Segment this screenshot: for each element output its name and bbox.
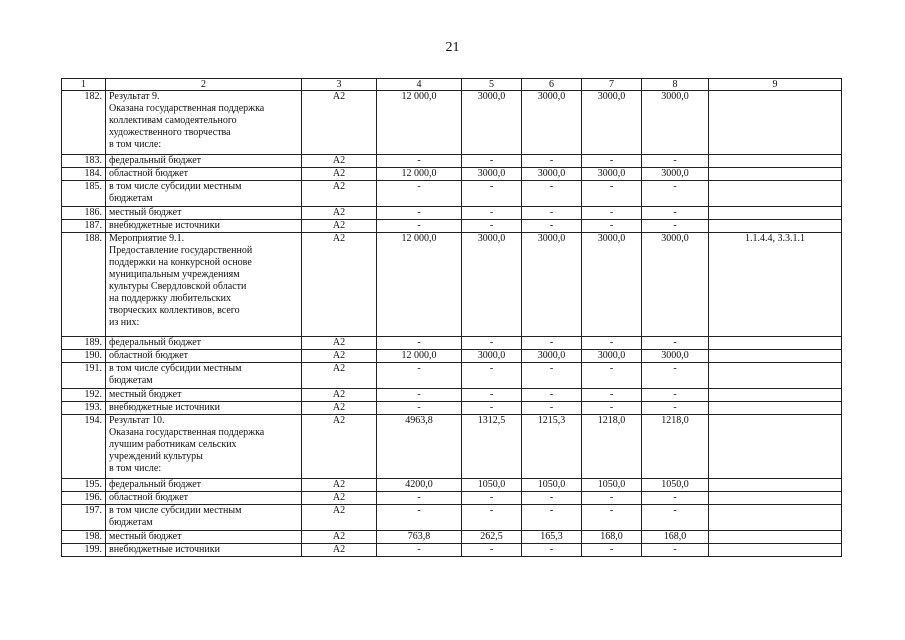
column-header: 8 (642, 79, 709, 91)
year-value-cell: - (642, 402, 709, 415)
year-value-cell: 3000,0 (642, 233, 709, 337)
year-value-cell: - (582, 220, 642, 233)
year-value-cell: - (642, 492, 709, 505)
description-cell (106, 181, 302, 207)
year-value-cell: - (462, 207, 522, 220)
total-value-cell: 12 000,0 (377, 168, 462, 181)
total-value-cell: - (377, 505, 462, 531)
description-line: внебюджетные источники (109, 220, 220, 231)
budget-table (61, 78, 842, 557)
description-line: федеральный бюджет (109, 155, 202, 166)
total-value-cell: - (377, 389, 462, 402)
code-cell: А2 (302, 220, 377, 233)
year-value-cell: 3000,0 (522, 233, 582, 337)
year-value-cell: - (462, 492, 522, 505)
row-number-cell: 199. (62, 544, 106, 557)
year-value-cell: - (522, 155, 582, 168)
row-number-cell: 184. (62, 168, 106, 181)
table-row (62, 402, 842, 415)
total-value-cell: 763,8 (377, 531, 462, 544)
row-number-cell: 182. (62, 91, 106, 155)
description-line: бюджетам (109, 375, 153, 386)
description-line: Предоставление государственной (109, 245, 253, 256)
year-value-cell: - (522, 337, 582, 350)
description-cell (106, 155, 302, 168)
row-number-cell: 190. (62, 350, 106, 363)
year-value-cell: - (642, 181, 709, 207)
year-value-cell: 3000,0 (642, 350, 709, 363)
row-number-cell: 187. (62, 220, 106, 233)
row-number-cell: 198. (62, 531, 106, 544)
year-value-cell: - (522, 505, 582, 531)
total-value-cell: - (377, 181, 462, 207)
code-cell: А2 (302, 155, 377, 168)
reference-cell (709, 479, 842, 492)
row-number-cell: 186. (62, 207, 106, 220)
year-value-cell: 165,3 (522, 531, 582, 544)
description-cell (106, 389, 302, 402)
row-number-cell: 192. (62, 389, 106, 402)
table-row (62, 363, 842, 389)
code-cell: А2 (302, 531, 377, 544)
code-cell: А2 (302, 402, 377, 415)
year-value-cell: - (462, 389, 522, 402)
year-value-cell: - (522, 492, 582, 505)
row-number-cell: 183. (62, 155, 106, 168)
column-header: 5 (462, 79, 522, 91)
table-row (62, 544, 842, 557)
table-row (62, 181, 842, 207)
code-cell: А2 (302, 233, 377, 337)
code-cell: А2 (302, 181, 377, 207)
year-value-cell: 1215,3 (522, 415, 582, 479)
table-row (62, 479, 842, 492)
description-line: в том числе: (109, 139, 162, 150)
page-number: 21 (445, 40, 460, 55)
year-value-cell: 3000,0 (582, 91, 642, 155)
description-line: Результат 10. (109, 415, 165, 426)
year-value-cell: 3000,0 (462, 233, 522, 337)
year-value-cell: 168,0 (642, 531, 709, 544)
year-value-cell: - (642, 207, 709, 220)
description-line: Мероприятие 9.1. (109, 233, 185, 244)
description-line: областной бюджет (109, 168, 189, 179)
year-value-cell: - (642, 220, 709, 233)
code-cell: А2 (302, 415, 377, 479)
description-line: внебюджетные источники (109, 544, 220, 555)
description-line: внебюджетные источники (109, 402, 220, 413)
total-value-cell: 12 000,0 (377, 91, 462, 155)
description-cell (106, 363, 302, 389)
description-line: областной бюджет (109, 350, 189, 361)
description-line: федеральный бюджет (109, 337, 202, 348)
description-line: коллективам самодеятельного (109, 115, 237, 126)
description-line: творческих коллективов, всего (109, 305, 240, 316)
code-cell: А2 (302, 363, 377, 389)
row-number-cell: 189. (62, 337, 106, 350)
reference-cell (709, 389, 842, 402)
year-value-cell: - (582, 492, 642, 505)
year-value-cell: - (582, 402, 642, 415)
row-number-cell: 197. (62, 505, 106, 531)
header-row (62, 79, 842, 91)
description-line: в том числе субсидии местным (109, 363, 242, 374)
table-row (62, 337, 842, 350)
row-number-cell: 194. (62, 415, 106, 479)
year-value-cell: - (522, 389, 582, 402)
row-number-cell: 191. (62, 363, 106, 389)
year-value-cell: - (462, 337, 522, 350)
total-value-cell: 12 000,0 (377, 350, 462, 363)
total-value-cell: - (377, 220, 462, 233)
table-row (62, 207, 842, 220)
description-cell (106, 402, 302, 415)
total-value-cell: - (377, 207, 462, 220)
column-header: 2 (106, 79, 302, 91)
year-value-cell: - (642, 337, 709, 350)
row-number-cell: 195. (62, 479, 106, 492)
description-cell (106, 350, 302, 363)
description-line: местный бюджет (109, 531, 182, 542)
total-value-cell: - (377, 337, 462, 350)
reference-cell (709, 492, 842, 505)
description-line: муниципальным учреждениям (109, 269, 240, 280)
description-line: Результат 9. (109, 91, 160, 102)
year-value-cell: 1050,0 (582, 479, 642, 492)
year-value-cell: - (642, 389, 709, 402)
year-value-cell: - (582, 544, 642, 557)
description-line: федеральный бюджет (109, 479, 202, 490)
total-value-cell: 4963,8 (377, 415, 462, 479)
reference-cell (709, 155, 842, 168)
description-line: поддержки на конкурсной основе (109, 257, 252, 268)
reference-cell: 1.1.4.4, 3.3.1.1 (709, 233, 842, 337)
table-row (62, 233, 842, 337)
description-cell (106, 544, 302, 557)
reference-cell (709, 168, 842, 181)
year-value-cell: - (462, 220, 522, 233)
reference-cell (709, 207, 842, 220)
row-number-cell: 188. (62, 233, 106, 337)
description-line: культуры Свердловской области (109, 281, 247, 292)
year-value-cell: - (642, 544, 709, 557)
year-value-cell: - (462, 155, 522, 168)
table-body (62, 91, 842, 557)
description-cell (106, 337, 302, 350)
year-value-cell: 262,5 (462, 531, 522, 544)
year-value-cell: - (582, 155, 642, 168)
year-value-cell: 3000,0 (522, 91, 582, 155)
column-header: 3 (302, 79, 377, 91)
table-row (62, 389, 842, 402)
description-cell (106, 233, 302, 337)
year-value-cell: 3000,0 (582, 350, 642, 363)
row-number-cell: 196. (62, 492, 106, 505)
total-value-cell: 12 000,0 (377, 233, 462, 337)
description-cell (106, 479, 302, 492)
code-cell: А2 (302, 389, 377, 402)
reference-cell (709, 402, 842, 415)
description-cell (106, 168, 302, 181)
year-value-cell: 1218,0 (582, 415, 642, 479)
year-value-cell: - (522, 220, 582, 233)
year-value-cell: 3000,0 (642, 168, 709, 181)
code-cell: А2 (302, 492, 377, 505)
reference-cell (709, 350, 842, 363)
column-header: 7 (582, 79, 642, 91)
year-value-cell: 1312,5 (462, 415, 522, 479)
description-line: лучшим работникам сельских (109, 439, 237, 450)
year-value-cell: - (582, 181, 642, 207)
description-line: Оказана государственная поддержка (109, 103, 265, 114)
description-cell (106, 505, 302, 531)
year-value-cell: 3000,0 (522, 350, 582, 363)
year-value-cell: - (522, 402, 582, 415)
code-cell: А2 (302, 479, 377, 492)
year-value-cell: - (522, 544, 582, 557)
year-value-cell: - (582, 389, 642, 402)
year-value-cell: 1050,0 (462, 479, 522, 492)
reference-cell (709, 337, 842, 350)
year-value-cell: - (642, 363, 709, 389)
year-value-cell: - (582, 337, 642, 350)
code-cell: А2 (302, 168, 377, 181)
reference-cell (709, 544, 842, 557)
table-row (62, 350, 842, 363)
description-line: бюджетам (109, 517, 153, 528)
description-cell (106, 492, 302, 505)
reference-cell (709, 181, 842, 207)
reference-cell (709, 91, 842, 155)
total-value-cell: - (377, 363, 462, 389)
code-cell: А2 (302, 91, 377, 155)
table-row (62, 531, 842, 544)
year-value-cell: - (642, 155, 709, 168)
code-cell: А2 (302, 207, 377, 220)
year-value-cell: - (582, 505, 642, 531)
description-line: бюджетам (109, 193, 153, 204)
table-row (62, 91, 842, 155)
year-value-cell: - (522, 181, 582, 207)
table-row (62, 492, 842, 505)
description-cell (106, 207, 302, 220)
row-number-cell: 185. (62, 181, 106, 207)
year-value-cell: 3000,0 (462, 350, 522, 363)
year-value-cell: 3000,0 (582, 233, 642, 337)
total-value-cell: 4200,0 (377, 479, 462, 492)
total-value-cell: - (377, 155, 462, 168)
reference-cell (709, 415, 842, 479)
year-value-cell: 168,0 (582, 531, 642, 544)
column-header: 1 (62, 79, 106, 91)
year-value-cell: - (642, 505, 709, 531)
reference-cell (709, 363, 842, 389)
description-line: из них: (109, 317, 140, 328)
year-value-cell: 3000,0 (582, 168, 642, 181)
year-value-cell: - (582, 363, 642, 389)
year-value-cell: - (462, 363, 522, 389)
table-row (62, 505, 842, 531)
description-cell (106, 415, 302, 479)
total-value-cell: - (377, 544, 462, 557)
description-cell (106, 531, 302, 544)
description-line: на поддержку любительских (109, 293, 232, 304)
description-line: в том числе субсидии местным (109, 505, 242, 516)
row-number-cell: 193. (62, 402, 106, 415)
year-value-cell: - (462, 544, 522, 557)
description-cell (106, 91, 302, 155)
year-value-cell: - (582, 207, 642, 220)
reference-cell (709, 505, 842, 531)
column-header: 4 (377, 79, 462, 91)
reference-cell (709, 531, 842, 544)
year-value-cell: 1050,0 (522, 479, 582, 492)
year-value-cell: 3000,0 (642, 91, 709, 155)
code-cell: А2 (302, 350, 377, 363)
column-header: 9 (709, 79, 842, 91)
total-value-cell: - (377, 492, 462, 505)
column-header: 6 (522, 79, 582, 91)
table-row (62, 168, 842, 181)
year-value-cell: 1050,0 (642, 479, 709, 492)
total-value-cell: - (377, 402, 462, 415)
year-value-cell: 3000,0 (462, 168, 522, 181)
code-cell: А2 (302, 337, 377, 350)
description-line: местный бюджет (109, 389, 182, 400)
description-line: местный бюджет (109, 207, 182, 218)
table-row (62, 415, 842, 479)
year-value-cell: 1218,0 (642, 415, 709, 479)
table-row (62, 220, 842, 233)
table-row (62, 155, 842, 168)
description-line: Оказана государственная поддержка (109, 427, 265, 438)
description-line: художественного творчества (109, 127, 231, 138)
year-value-cell: 3000,0 (522, 168, 582, 181)
code-cell: А2 (302, 505, 377, 531)
description-line: в том числе: (109, 463, 162, 474)
description-line: учреждений культуры (109, 451, 203, 462)
code-cell: А2 (302, 544, 377, 557)
year-value-cell: - (462, 505, 522, 531)
description-line: в том числе субсидии местным (109, 181, 242, 192)
reference-cell (709, 220, 842, 233)
year-value-cell: - (462, 181, 522, 207)
description-cell (106, 220, 302, 233)
year-value-cell: - (462, 402, 522, 415)
year-value-cell: 3000,0 (462, 91, 522, 155)
year-value-cell: - (522, 207, 582, 220)
year-value-cell: - (522, 363, 582, 389)
description-line: областной бюджет (109, 492, 189, 503)
